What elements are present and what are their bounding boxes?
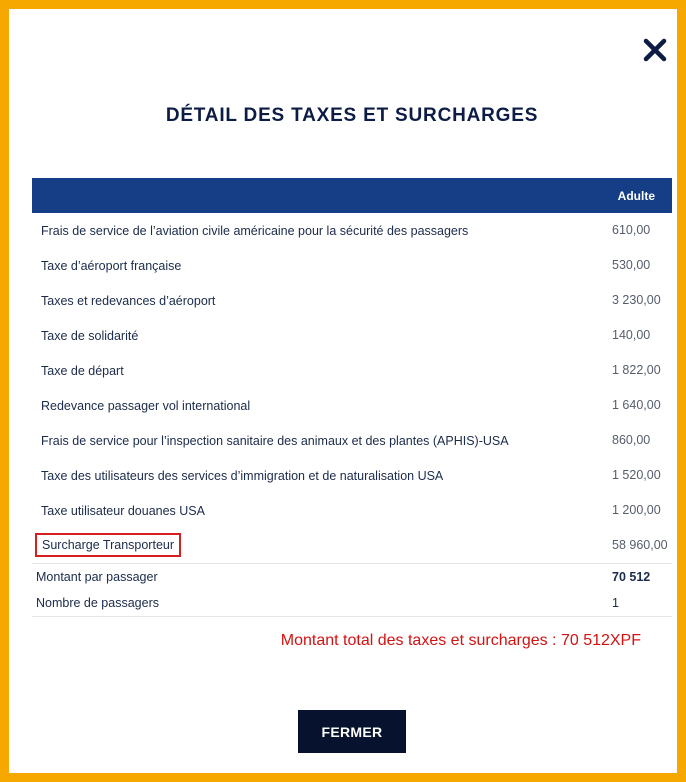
table-header [32,178,672,213]
row-label: Frais de service pour l’inspection sanitaire des animaux et des plantes (APHIS)-USA [41,434,509,448]
row-label: Redevance passager vol international [41,399,251,413]
table-row [32,388,672,423]
row-value: 140,00 [612,328,651,342]
table-row [32,423,672,458]
divider [32,563,672,564]
per-passenger-value: 70 512 [612,570,651,584]
table-row [32,283,672,318]
table-row [32,213,672,248]
table-row [32,493,672,528]
row-label: Taxe de solidarité [41,329,139,343]
row-value: 530,00 [612,258,651,272]
row-value: 3 230,00 [612,293,661,307]
row-label: Taxe des utilisateurs des services d’immigration et de naturalisation USA [41,469,444,483]
row-label: Taxe d’aéroport française [41,259,182,273]
row-label: Taxes et redevances d’aéroport [41,294,216,308]
row-label: Taxe utilisateur douanes USA [41,504,205,518]
row-value: 1 822,00 [612,363,661,377]
total-amount: Montant total des taxes et surcharges : 70 512XPF [280,632,641,649]
table-row-surcharge-transporteur [32,528,672,563]
row-value: 58 960,00 [612,538,668,552]
close-icon[interactable] [637,33,673,69]
table-row [32,458,672,493]
row-label-highlighted: Surcharge Transporteur [35,533,181,557]
table-row [32,353,672,388]
passenger-count-label: Nombre de passagers [36,596,159,610]
divider [32,616,672,617]
row-value: 610,00 [612,223,651,237]
row-label: Taxe de départ [41,364,124,378]
table-row [32,318,672,353]
row-value: 1 200,00 [612,503,661,517]
dialog-title: DÉTAIL DES TAXES ET SURCHARGES [165,105,539,126]
row-value: 1 640,00 [612,398,661,412]
column-header-adulte: Adulte [617,189,655,203]
per-passenger-label: Montant par passager [36,570,158,584]
table-row [32,248,672,283]
passenger-count-value: 1 [612,596,619,610]
row-label: Frais de service de l’aviation civile américaine pour la sécurité des passagers [41,224,469,238]
row-value: 860,00 [612,433,651,447]
close-button[interactable]: FERMER [298,710,406,753]
row-value: 1 520,00 [612,468,661,482]
